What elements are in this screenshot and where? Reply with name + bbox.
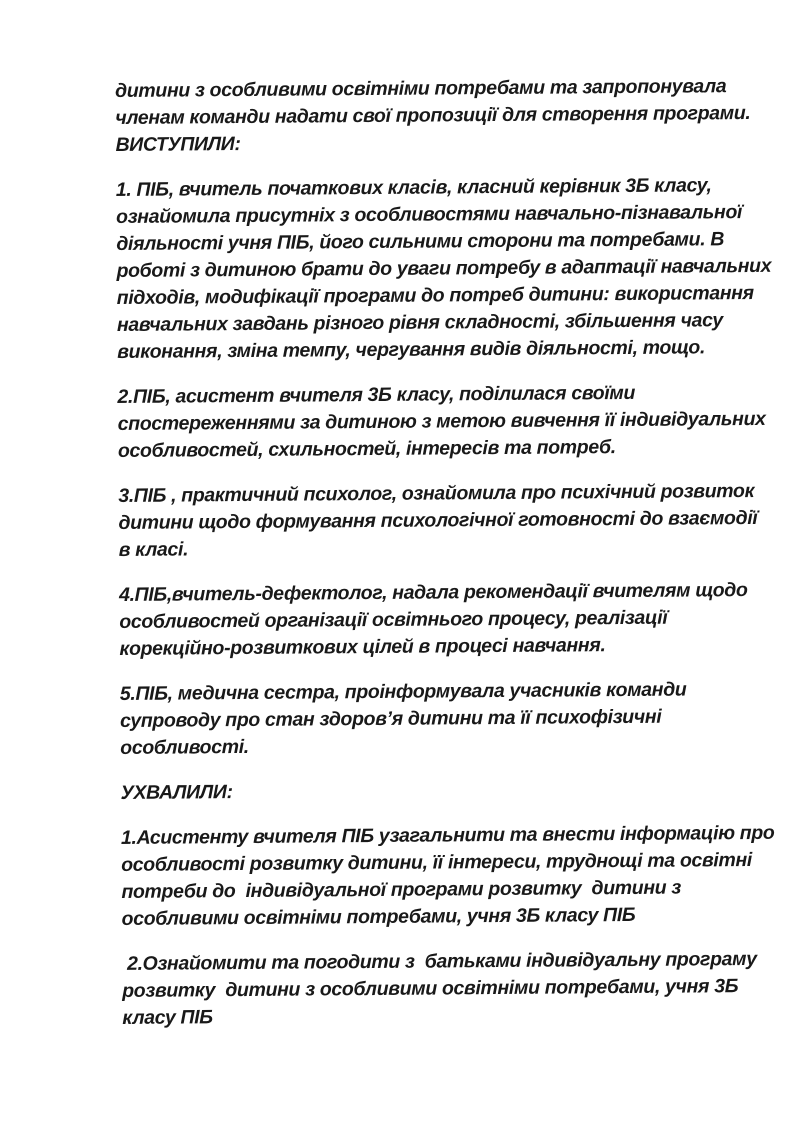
intro-line: дитини з особливими освітніми потребами та запропонувала <box>115 75 727 102</box>
speaker-line: 1. ПІБ, вчитель початкових класів, класний керівник 3Б класу, <box>115 174 712 201</box>
speaker-line: корекційно-розвиткових цілей в процесі навчання. <box>119 634 606 660</box>
speaker-item-1 <box>115 172 772 366</box>
speaker-line: особливостей, схильностей, інтересів та потреб. <box>117 436 616 462</box>
speaker-line: роботі з дитиною брати до уваги потребу в адаптації навчальних <box>116 254 772 282</box>
speaker-line: навчальних завдань різного рівня складності, збільшення часу <box>116 309 723 336</box>
section-heading-spoke: ВИСТУПИЛИ: <box>115 133 241 156</box>
speaker-line: виконання, зміна темпу, чергування видів діяльності, тощо. <box>117 336 706 363</box>
resolution-line: розвитку дитини з особливими освітніми потребами, учня 3Б <box>122 975 739 1002</box>
resolution-line: особливості розвитку дитини, її інтереси, труднощі та освітні <box>121 849 753 876</box>
intro-paragraph <box>115 73 766 159</box>
speaker-line: підходів, модифікації програми до потреб дитини: використання <box>116 281 754 309</box>
speaker-item-2 <box>117 379 768 465</box>
speaker-line: особливості. <box>120 735 249 759</box>
speaker-line: 5.ПІБ, медична сестра, проінформувала учасників команди <box>119 678 687 705</box>
section-heading-resolved: УХВАЛИЛИ: <box>120 781 233 804</box>
resolved-heading-paragraph <box>121 775 771 807</box>
speaker-line: спостереженнями за дитиною з метою вивчення її індивідуальних <box>117 407 766 435</box>
resolution-line: 1.Асистенту вчителя ПІБ узагальнити та внести інформацію про <box>120 821 775 849</box>
speaker-line: дитини щодо формування психологічної готовності до взаємодії <box>118 506 758 534</box>
speaker-line: 2.ПІБ, асистент вчителя 3Б класу, поділилася своїми <box>117 381 636 408</box>
speaker-line: супроводу про стан здоров’я дитини та її психофізичні <box>119 705 662 732</box>
speaker-line: діяльності учня ПІБ, його сильними сторони та потребами. В <box>116 228 725 255</box>
speaker-line: 4.ПІБ,вчитель-дефектолог, надала рекомендації вчителям щодо <box>118 579 748 606</box>
document-text <box>115 73 773 1050</box>
resolution-line: класу ПІБ <box>122 1006 213 1029</box>
speaker-item-4 <box>119 577 770 663</box>
resolution-item-2 <box>122 946 773 1032</box>
speaker-item-3 <box>118 478 769 564</box>
speaker-line: 3.ПІБ , практичний психолог, ознайомила про психічний розвиток <box>118 479 755 507</box>
speaker-item-5 <box>120 676 771 762</box>
intro-line: членам команди надати свої пропозиції для створення програми. <box>115 102 751 129</box>
resolution-line: особливими освітніми потребами, учня 3Б класу ПІБ <box>121 903 636 930</box>
speaker-line: ознайомила присутніх з особливостями навчально-пізнавальної <box>116 201 743 228</box>
resolution-line: 2.Ознайомити та погодити з батьками індивідуальну програму <box>121 947 757 975</box>
speaker-line: в класі. <box>118 538 189 561</box>
speaker-line: особливостей організації освітнього процесу, реалізації <box>119 606 668 633</box>
resolution-line: потреби до індивідуальної програми розвитку дитини з <box>121 876 682 903</box>
resolution-item-1 <box>120 820 775 933</box>
